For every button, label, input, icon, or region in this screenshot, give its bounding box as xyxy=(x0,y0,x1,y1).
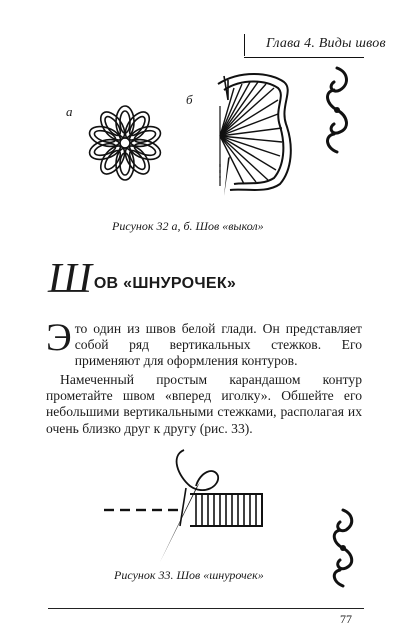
figure-caption: Рисунок 32 а, б. Шов «выкол» xyxy=(112,219,264,233)
paragraph: Намеченный простым карандашом контур прометайте швом «вперед иголку». Обшейте его небольшими вертикальными стежками, располагая их очень близко друг к другу (рис. 33). xyxy=(46,372,362,436)
header-divider-horizontal xyxy=(244,57,364,58)
paragraph xyxy=(46,316,362,370)
page-header xyxy=(0,0,410,60)
drop-cap: Э xyxy=(46,316,72,359)
header-divider-vertical xyxy=(244,34,245,56)
figure-label-a: а xyxy=(66,104,73,119)
cord-stitch-illustration xyxy=(100,446,280,566)
footer-rule xyxy=(48,608,364,609)
chapter-title: Глава 4. Виды швов xyxy=(266,36,386,51)
section-heading xyxy=(48,256,237,302)
flower-stitch-illustration xyxy=(80,98,170,188)
page-number: 77 xyxy=(340,612,352,626)
scroll-ornament-icon xyxy=(318,64,356,156)
scroll-ornament-icon xyxy=(326,506,360,590)
paragraph-text: то один из швов белой глади. Он представляет собой ряд вертикальных стежков. Его применяют для оформления контуров. xyxy=(74,321,362,369)
eyelet-stitch-illustration xyxy=(210,66,300,202)
heading-initial-letter: Ш xyxy=(48,256,92,302)
figure-caption: Рисунок 33. Шов «шнурочек» xyxy=(114,568,264,582)
figure-label-b: б xyxy=(186,92,193,107)
heading-text: ОВ «ШНУРОЧЕК» xyxy=(93,275,237,292)
